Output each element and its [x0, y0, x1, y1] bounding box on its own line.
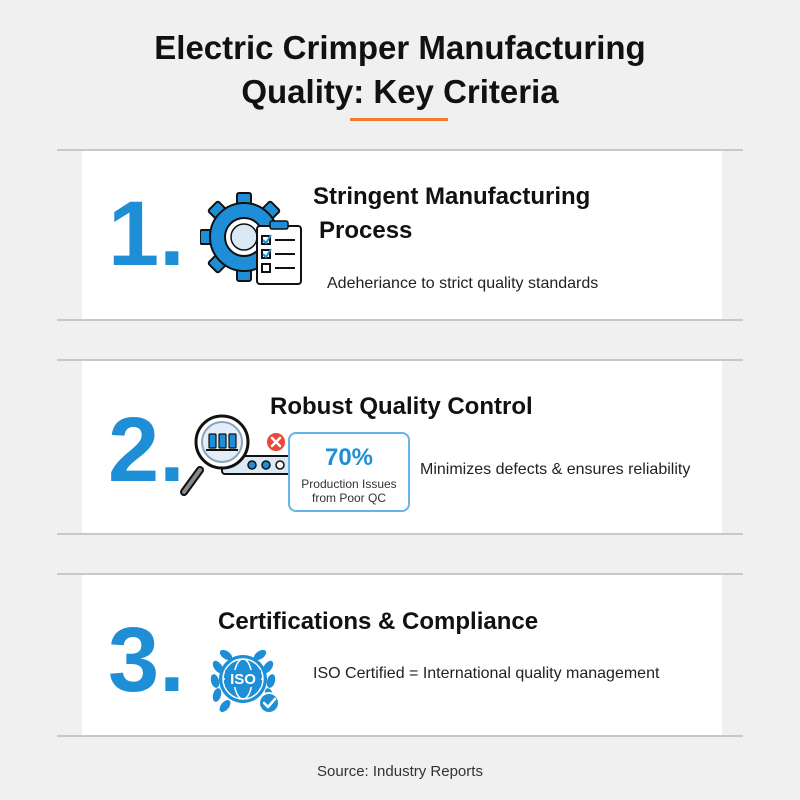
criterion-number-1: 1. — [108, 183, 185, 285]
criterion-description-3: ISO Certified = International quality management — [313, 665, 660, 682]
card-2-bottom-divider — [57, 533, 743, 535]
page-title — [0, 26, 800, 114]
card-3-bottom-divider — [57, 735, 743, 737]
qc-stat-label: Production Issues from Poor QC — [301, 477, 397, 505]
criterion-number-3: 3. — [108, 609, 185, 711]
qc-stat-value: 70% — [324, 444, 374, 471]
criterion-heading-1: Stringent Manufacturing Process — [313, 183, 591, 244]
criterion-number-2: 2. — [108, 399, 185, 501]
criterion-description-1: Adeheriance to strict quality standards — [327, 275, 599, 292]
iso-badge-icon — [205, 643, 289, 717]
iso-badge-text: ISO — [230, 671, 256, 688]
criterion-heading-2: Robust Quality Control — [270, 393, 533, 420]
criterion-heading-3: Certifications & Compliance — [218, 608, 539, 635]
title-underline — [350, 118, 448, 121]
card-1-bottom-divider — [57, 319, 743, 321]
title-line-1: Electric Crimper Manufacturing — [154, 29, 646, 66]
source-footnote: Source: Industry Reports — [317, 763, 483, 780]
qc-stat-box — [288, 432, 410, 512]
criterion-description-2: Minimizes defects & ensures reliability — [420, 461, 691, 478]
title-line-2: Quality: Key Criteria — [241, 73, 559, 110]
gear-checklist-icon — [200, 190, 310, 290]
